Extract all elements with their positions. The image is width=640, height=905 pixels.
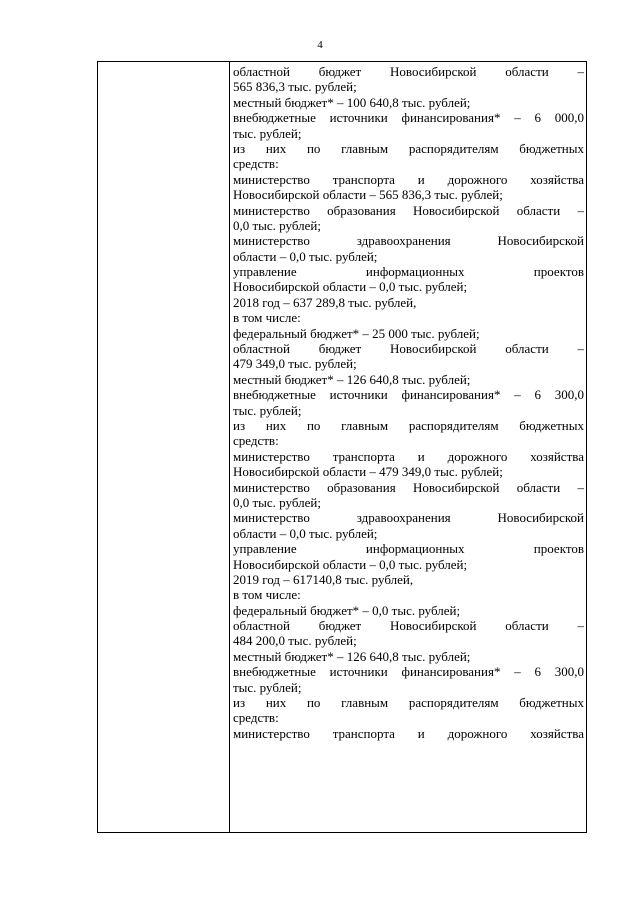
text-line: местный бюджет* – 126 640,8 тыс. рублей; xyxy=(233,648,471,664)
text-line: федеральный бюджет* – 0,0 тыс. рублей; xyxy=(233,602,461,618)
text-line: средств: xyxy=(233,433,279,449)
text-line: внебюджетные источники финансирования* – 6 300,0 xyxy=(233,387,584,403)
table-cell-content xyxy=(230,62,587,833)
text-line: федеральный бюджет* – 25 000 тыс. рублей; xyxy=(233,325,480,341)
text-line: 479 349,0 тыс. рублей; xyxy=(233,356,357,372)
text-line: средств: xyxy=(233,156,279,172)
text-line: министерство транспорта и дорожного хозяйства xyxy=(233,171,584,187)
text-line: 2018 год – 637 289,8 тыс. рублей, xyxy=(233,294,417,310)
funding-text xyxy=(230,62,586,741)
funding-table xyxy=(97,61,587,833)
text-line: 484 200,0 тыс. рублей; xyxy=(233,633,357,649)
text-line: тыс. рублей; xyxy=(233,679,302,695)
text-line: Новосибирской области – 0,0 тыс. рублей; xyxy=(233,556,468,572)
text-line: 2019 год – 617140,8 тыс. рублей, xyxy=(233,571,414,587)
page-number: 4 xyxy=(317,39,323,51)
text-line: местный бюджет* – 100 640,8 тыс. рублей; xyxy=(233,94,471,110)
text-line: тыс. рублей; xyxy=(233,402,302,418)
text-line: областной бюджет Новосибирской области – xyxy=(233,64,584,79)
text-line: областной бюджет Новосибирской области – xyxy=(233,341,584,357)
text-line: Новосибирской области – 565 836,3 тыс. рублей; xyxy=(233,187,503,203)
text-line: внебюджетные источники финансирования* – 6 000,0 xyxy=(233,110,584,126)
text-line: из них по главным распорядителям бюджетных xyxy=(233,695,584,711)
text-line: Новосибирской области – 0,0 тыс. рублей; xyxy=(233,279,468,295)
text-line: управление информационных проектов xyxy=(233,541,584,557)
table-cell-label xyxy=(98,62,230,833)
text-line: управление информационных проектов xyxy=(233,264,584,280)
text-line: Новосибирской области – 479 349,0 тыс. рублей; xyxy=(233,464,503,480)
text-line: из них по главным распорядителям бюджетных xyxy=(233,140,584,156)
text-line: министерство здравоохранения Новосибирской xyxy=(233,510,584,526)
text-line: министерство здравоохранения Новосибирской xyxy=(233,233,584,249)
text-line: министерство образования Новосибирской области – xyxy=(233,202,584,218)
text-line: министерство транспорта и дорожного хозяйства xyxy=(233,725,584,741)
text-line: министерство транспорта и дорожного хозяйства xyxy=(233,448,584,464)
text-line: тыс. рублей; xyxy=(233,125,302,141)
text-line: 0,0 тыс. рублей; xyxy=(233,217,321,233)
text-line: внебюджетные источники финансирования* – 6 300,0 xyxy=(233,664,584,680)
text-line: областной бюджет Новосибирской области – xyxy=(233,618,584,634)
text-line: в том числе: xyxy=(233,310,301,326)
text-line: 565 836,3 тыс. рублей; xyxy=(233,79,357,95)
text-line: 0,0 тыс. рублей; xyxy=(233,494,321,510)
text-line: местный бюджет* – 126 640,8 тыс. рублей; xyxy=(233,371,471,387)
text-line: области – 0,0 тыс. рублей; xyxy=(233,525,378,541)
text-line: из них по главным распорядителям бюджетных xyxy=(233,417,584,433)
text-line: средств: xyxy=(233,710,279,726)
text-line: в том числе: xyxy=(233,587,301,603)
text-line: министерство образования Новосибирской области – xyxy=(233,479,584,495)
table-row xyxy=(98,62,587,833)
text-line: области – 0,0 тыс. рублей; xyxy=(233,248,378,264)
